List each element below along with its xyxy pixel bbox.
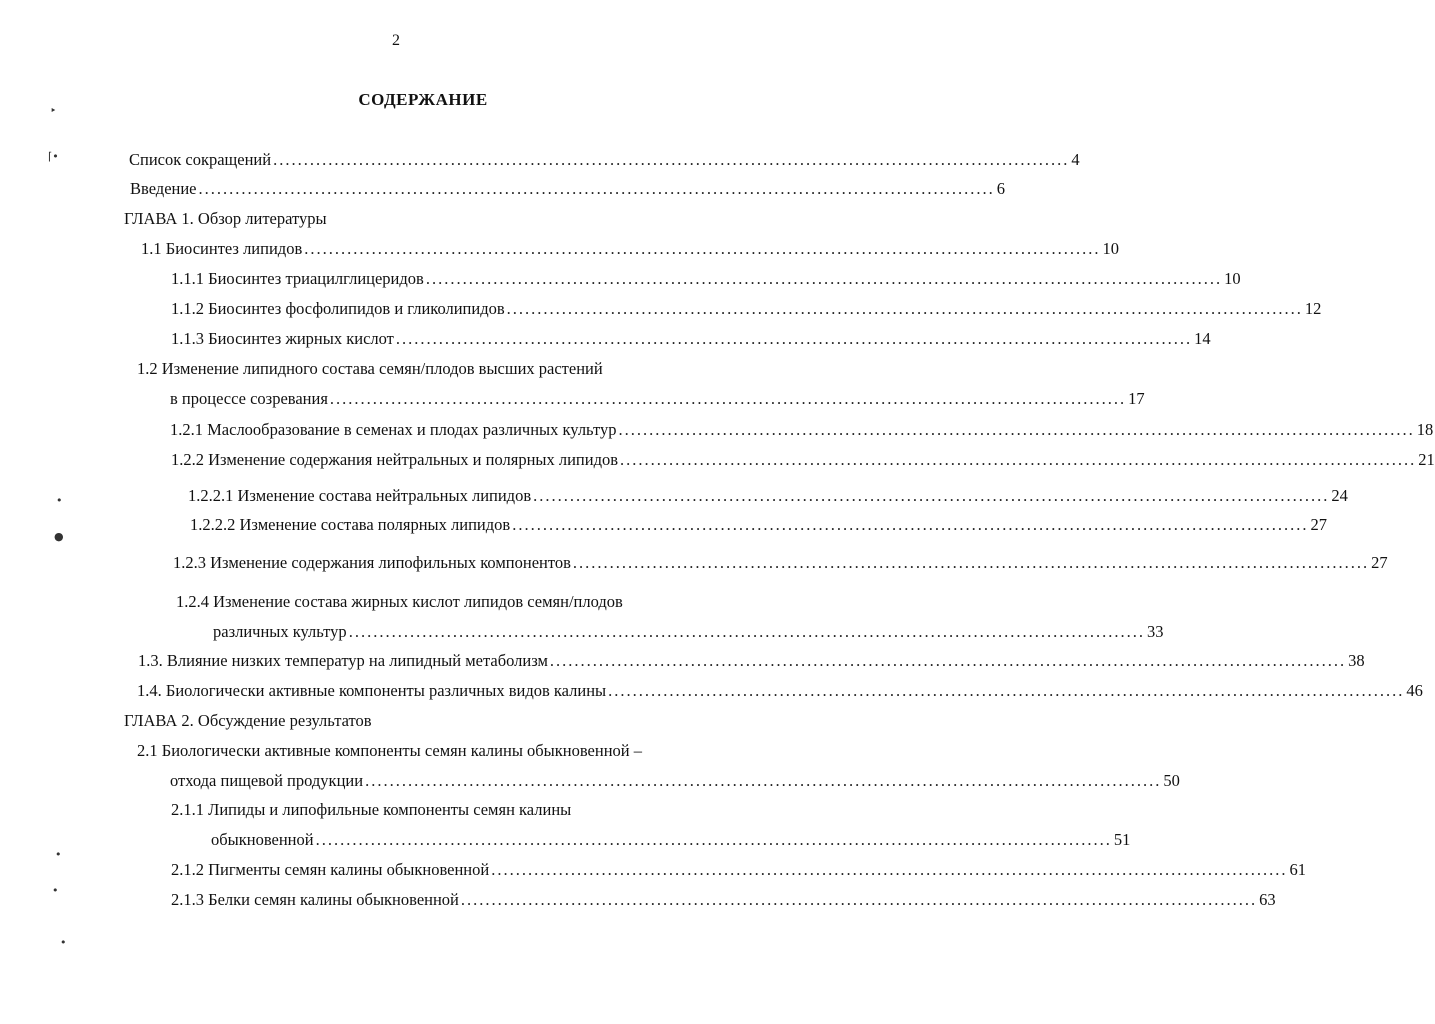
toc-entry-text: ГЛАВА 1. Обзор литературы [124,209,327,228]
toc-entry-page: 27 [1310,515,1327,534]
toc-entry-page: 10 [1224,269,1241,288]
toc-entry-text: ГЛАВА 2. Обсуждение результатов [124,711,372,730]
toc-entry[interactable] [129,150,1080,170]
toc-entry-text: 1.2.2.1 Изменение состава нейтральных липидов [188,486,532,505]
scan-speck: • [55,848,62,861]
toc-entry-page: 51 [1113,830,1131,849]
toc-leader-dots: .................................................................................................................................. [198,179,995,198]
toc-entry-text: 1.1.3 Биосинтез жирных кислот [171,329,394,348]
toc-entry-text: 1.1 Биосинтез липидов [141,239,303,258]
toc-entry[interactable] [141,239,1119,259]
toc-entry-text: 1.2.3 Изменение содержания липофильных компонентов [173,553,571,572]
toc-entry-text: Введение [130,179,197,198]
toc-entry-page: 38 [1348,651,1365,670]
toc-entry-text: 2.1.2 Пигменты семян калины обыкновенной [171,860,490,879]
toc-entry-text: отхода пищевой продукции [170,771,364,790]
toc-leader-dots: .................................................................................................................................. [620,450,1417,469]
toc-entry-text: 1.3. Влияние низких температур на липидный метаболизм [138,651,548,670]
toc-entry[interactable] [130,179,1006,199]
toc-entry[interactable] [176,592,623,612]
toc-leader-dots: .................................................................................................................................. [315,830,1112,849]
toc-entry-page: 10 [1102,239,1119,258]
toc-entry-text: 2.1.1 Липиды и липофильные компоненты семян калины [171,800,572,819]
toc-leader-dots: .................................................................................................................................. [329,389,1127,408]
scan-speck: • [60,936,67,949]
toc-entry-text: 1.2 Изменение липидного состава семян/плодов высших растений [137,359,603,378]
toc-leader-dots: .................................................................................................................................. [572,553,1370,572]
toc-entry[interactable] [137,359,603,379]
toc-leader-dots: .................................................................................................................................. [549,651,1347,670]
toc-entry-text: 1.4. Биологически активные компоненты различных видов калины [137,681,607,700]
toc-entry-page: 24 [1331,486,1348,505]
toc-entry-page: 46 [1406,681,1423,700]
toc-entry[interactable] [173,553,1388,573]
toc-entry-text: различных культур [213,622,347,641]
toc-leader-dots: .................................................................................................................................. [608,681,1405,700]
toc-leader-dots: .................................................................................................................................. [395,329,1193,348]
toc-entry-page: 14 [1194,329,1211,348]
toc-entry[interactable] [171,800,571,820]
toc-entry[interactable] [171,329,1211,349]
toc-heading[interactable] [124,209,327,229]
scan-speck: • [56,494,63,507]
toc-entry-text: 2.1 Биологически активные компоненты семян калины обыкновенной – [137,741,642,760]
toc-title: СОДЕРЖАНИЕ [358,90,488,109]
toc-leader-dots: .................................................................................................................................. [533,486,1330,505]
toc-entry-page: 21 [1418,450,1435,469]
toc-leader-dots: .................................................................................................................................. [304,239,1101,258]
toc-entry[interactable] [190,515,1327,535]
toc-entry-text: 1.1.2 Биосинтез фосфолипидов и гликолипидов [171,299,505,318]
toc-entry-page: 27 [1371,553,1388,572]
toc-leader-dots: .................................................................................................................................. [491,860,1288,879]
toc-entry-page: 6 [996,179,1006,198]
toc-entry-page: 33 [1146,622,1164,641]
scan-speck: ‣ [50,104,57,117]
toc-entry-page: 50 [1163,771,1180,790]
toc-entry[interactable] [137,681,1423,701]
toc-entry[interactable] [170,389,1145,409]
toc-leader-dots: .................................................................................................................................. [506,299,1303,318]
toc-leader-dots: .................................................................................................................................. [365,771,1162,790]
toc-leader-dots: .................................................................................................................................. [618,420,1415,439]
toc-entry-text: в процессе созревания [170,389,328,408]
toc-entry[interactable] [138,651,1365,671]
toc-entry-text: обыкновенной [211,830,314,849]
toc-entry-page: 12 [1304,299,1322,318]
toc-leader-dots: .................................................................................................................................. [512,515,1309,534]
toc-entry[interactable] [171,890,1276,910]
toc-entry-page: 61 [1289,860,1306,879]
toc-entry-text: 2.1.3 Белки семян калины обыкновенной [171,890,459,909]
toc-leader-dots: .................................................................................................................................. [460,890,1258,909]
toc-leader-dots: .................................................................................................................................. [273,150,1070,169]
toc-entry-page: 17 [1128,389,1145,408]
toc-heading[interactable] [124,711,372,731]
toc-entry[interactable] [213,622,1164,642]
toc-entry-text: 1.2.1 Маслообразование в семенах и плодах различных культур [170,420,617,439]
toc-entry-page: 63 [1259,890,1276,909]
toc-entry[interactable] [188,486,1348,506]
scan-speck: ● [54,530,64,543]
toc-entry[interactable] [170,420,1434,440]
toc-entry[interactable] [170,771,1180,791]
toc-entry[interactable] [211,830,1131,850]
toc-entry[interactable] [171,860,1306,880]
toc-entry-page: 4 [1071,150,1080,169]
toc-entry-text: 1.1.1 Биосинтез триацилглицеридов [171,269,424,288]
toc-entry-text: 1.2.2.2 Изменение состава полярных липидов [190,515,511,534]
toc-entry-page: 18 [1416,420,1434,439]
toc-entry-text: 1.2.2 Изменение содержания нейтральных и полярных липидов [171,450,619,469]
toc-entry[interactable] [137,741,642,761]
toc-leader-dots: .................................................................................................................................. [425,269,1223,288]
toc-entry-text: Список сокращений [129,150,272,169]
toc-entry[interactable] [171,450,1435,470]
toc-entry-text: 1.2.4 Изменение состава жирных кислот липидов семян/плодов [176,592,623,611]
toc-leader-dots: .................................................................................................................................. [348,622,1145,641]
toc-entry[interactable] [171,299,1322,319]
page-number: 2 [392,32,400,49]
scan-speck: • [52,884,59,897]
scan-speck: ⌈• [48,150,59,163]
toc-entry[interactable] [171,269,1241,289]
